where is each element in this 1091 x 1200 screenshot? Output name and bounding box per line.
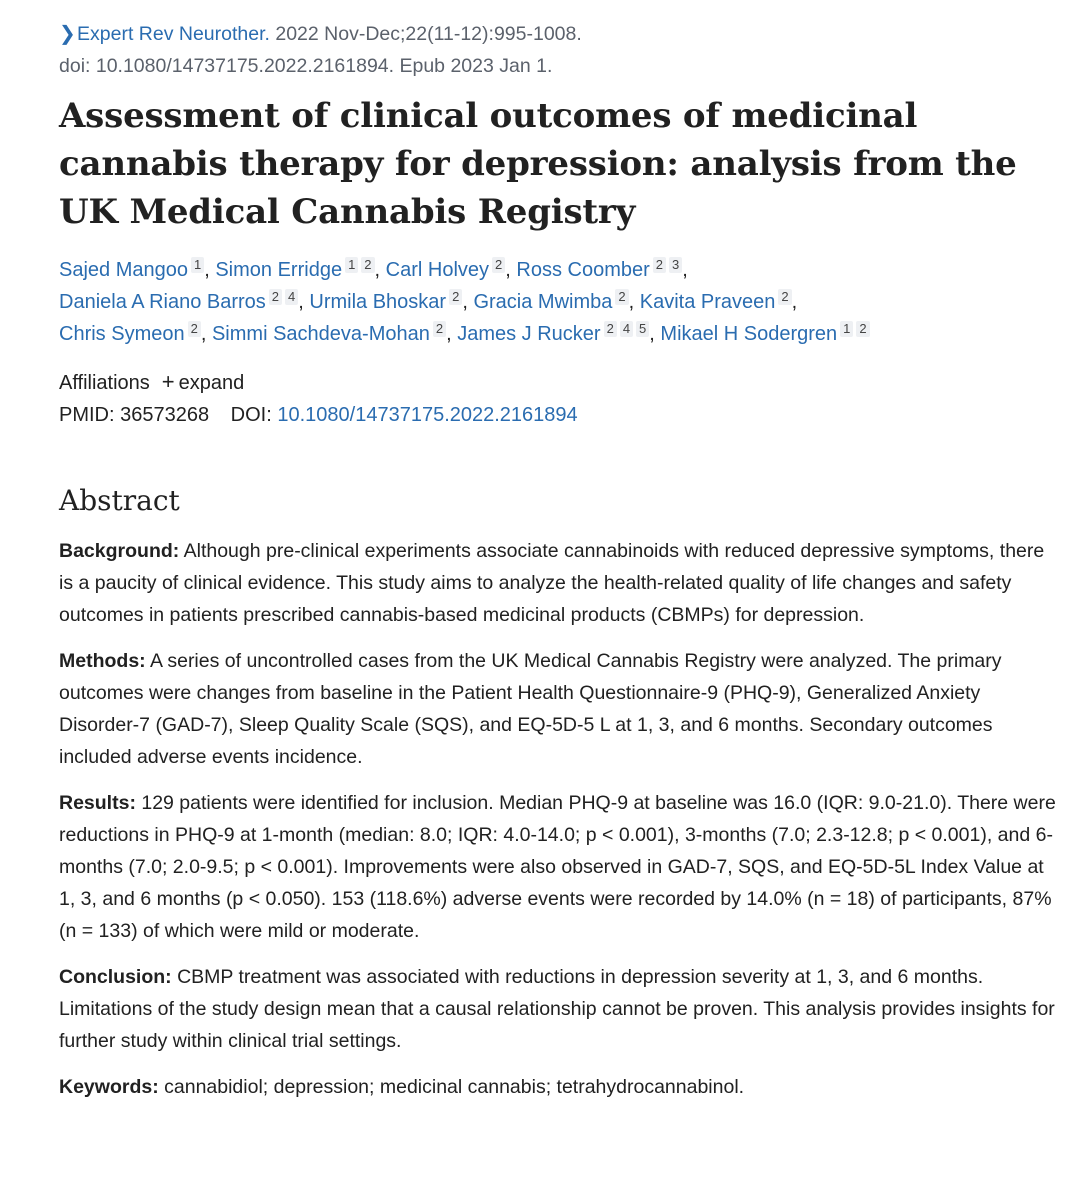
methods-text: A series of uncontrolled cases from the UK Medical Cannabis Registry were analyzed. The primary outcomes were changes from baseline in the Patient Health Questionnaire-9 (PHQ-9), Generalized Anxiety Disorder-7 (GAD-7), Sleep Quality Scale (SQS), and EQ-5D-5 L at 1, 3, and 6 months. Secondary outcomes included adverse events incidence. <box>59 650 1002 768</box>
citation <box>59 18 1059 82</box>
author-link[interactable]: Sajed Mangoo <box>59 259 188 281</box>
keywords-label: Keywords: <box>59 1076 159 1098</box>
affiliation-superscript[interactable]: 4 <box>285 289 298 305</box>
author-separator: , <box>682 259 688 281</box>
author-link[interactable]: Chris Symeon <box>59 323 185 345</box>
identifiers-row <box>59 399 1059 431</box>
keywords-text: cannabidiol; depression; medicinal cannabis; tetrahydrocannabinol. <box>164 1076 745 1098</box>
affiliation-superscript[interactable]: 2 <box>653 257 666 273</box>
conclusion-text: CBMP treatment was associated with reductions in depression severity at 1, 3, and 6 months. Limitations of the study design mean that a causal relationship cannot be proven. This analysis provides insights for further study within clinical trial settings. <box>59 966 1055 1052</box>
chevron-right-icon[interactable]: ❯ <box>59 23 76 45</box>
author-link[interactable]: Urmila Bhoskar <box>309 291 447 313</box>
abstract-background <box>59 535 1059 631</box>
author-link[interactable]: Simon Erridge <box>215 259 343 281</box>
abstract-conclusion <box>59 961 1059 1057</box>
author-link[interactable]: Daniela A Riano Barros <box>59 291 266 313</box>
doi-link[interactable]: 10.1080/14737175.2022.2161894 <box>277 404 578 426</box>
author-list <box>59 254 1059 350</box>
affiliation-superscript[interactable]: 2 <box>433 321 446 337</box>
affiliation-superscript[interactable]: 1 <box>191 257 204 273</box>
author-link[interactable]: Gracia Mwimba <box>473 291 613 313</box>
article-title: Assessment of clinical outcomes of medicinal cannabis therapy for depression: analysis from the UK Medical Cannabis Registry <box>59 96 1017 232</box>
expand-affiliations-button[interactable]: expand <box>178 372 245 394</box>
author-separator: , <box>649 323 661 345</box>
affiliation-superscript[interactable]: 2 <box>449 289 462 305</box>
author-link[interactable]: Simmi Sachdeva-Mohan <box>211 323 430 345</box>
doi-label: DOI: <box>230 404 272 426</box>
affiliation-superscript[interactable]: 2 <box>604 321 617 337</box>
author-separator: , <box>374 259 386 281</box>
citation-line-2: doi: 10.1080/14737175.2022.2161894. Epub 2023 Jan 1. <box>59 55 553 77</box>
author-link[interactable]: Mikael H Sodergren <box>660 323 838 345</box>
author-separator: , <box>462 291 474 313</box>
citation-line-1 <box>59 18 1059 50</box>
abstract-results <box>59 787 1059 947</box>
affiliation-superscript[interactable]: 2 <box>856 321 869 337</box>
journal-link[interactable]: Expert Rev Neurother. <box>77 23 270 45</box>
author-separator: , <box>628 291 640 313</box>
author-separator: , <box>505 259 517 281</box>
results-label: Results: <box>59 792 136 814</box>
author-link[interactable]: James J Rucker <box>457 323 601 345</box>
affiliation-superscript[interactable]: 1 <box>345 257 358 273</box>
article-page <box>59 18 1059 1103</box>
affiliation-superscript[interactable]: 3 <box>669 257 682 273</box>
affiliation-superscript[interactable]: 2 <box>778 289 791 305</box>
affiliation-superscript[interactable]: 1 <box>840 321 853 337</box>
affiliation-superscript[interactable]: 2 <box>615 289 628 305</box>
abstract-heading: Abstract <box>59 484 180 517</box>
affiliations-label: Affiliations <box>59 372 150 394</box>
author-separator: , <box>204 259 216 281</box>
affiliations-row <box>59 366 1059 399</box>
background-label: Background: <box>59 540 180 562</box>
conclusion-label: Conclusion: <box>59 966 172 988</box>
affiliation-superscript[interactable]: 2 <box>188 321 201 337</box>
pmid-value: 36573268 <box>120 404 210 426</box>
author-separator: , <box>298 291 310 313</box>
plus-icon[interactable]: + <box>161 369 175 394</box>
affiliation-superscript[interactable]: 2 <box>269 289 282 305</box>
author-separator: , <box>791 291 798 313</box>
author-link[interactable]: Ross Coomber <box>516 259 650 281</box>
author-separator: , <box>446 323 458 345</box>
affiliation-superscript[interactable]: 2 <box>492 257 505 273</box>
affiliation-superscript[interactable]: 2 <box>361 257 374 273</box>
affiliation-superscript[interactable]: 5 <box>636 321 649 337</box>
pmid-label: PMID: <box>59 404 115 426</box>
author-link[interactable]: Carl Holvey <box>385 259 490 281</box>
background-text: Although pre-clinical experiments associate cannabinoids with reduced depressive symptoms, there is a paucity of clinical evidence. This study aims to analyze the health-related quality of life changes and safety outcomes in patients prescribed cannabis-based medicinal products (CBMPs) for depression. <box>59 540 1045 626</box>
results-text: 129 patients were identified for inclusion. Median PHQ-9 at baseline was 16.0 (IQR: 9.0-21.0). There were reductions in PHQ-9 at 1-month (median: 8.0; IQR: 4.0-14.0; p < 0.001), 3-months (7.0; 2.3-12.8; p < 0.001), and 6-months (7.0; 2.0-9.5; p < 0.001). Improvements were also observed in GAD-7, SQS, and EQ-5D-5L Index Value at 1, 3, and 6 months (p < 0.050). 153 (118.6%) adverse events were recorded by 14.0% (n = 18) of participants, 87% (n = 133) of which were mild or moderate. <box>59 792 1056 942</box>
author-link[interactable]: Kavita Praveen <box>639 291 776 313</box>
abstract-methods <box>59 645 1059 773</box>
keywords <box>59 1071 1059 1103</box>
author-separator: , <box>200 323 212 345</box>
affiliation-superscript[interactable]: 4 <box>620 321 633 337</box>
citation-date-pages: 2022 Nov-Dec;22(11-12):995-1008. <box>269 23 582 45</box>
methods-label: Methods: <box>59 650 146 672</box>
